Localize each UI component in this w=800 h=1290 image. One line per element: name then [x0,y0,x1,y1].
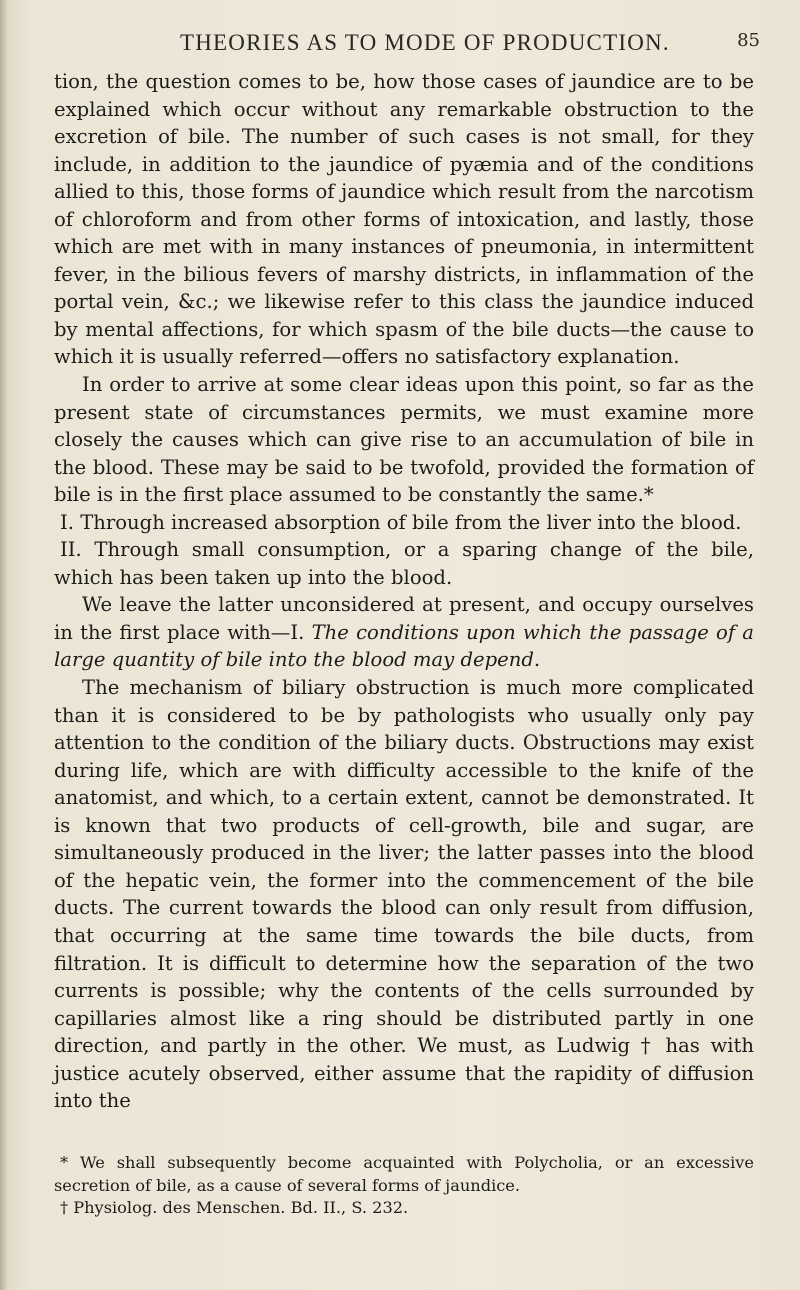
paragraph-3-italic: The conditions upon which the passage of a large quantity of bile into the blood may depend. [54,620,754,672]
list-item-2: II. Through small consumption, or a sparing change of the bile, which has been taken up into the blood. [54,538,754,589]
body-text [54,68,754,1115]
page-number: 85 [737,30,760,51]
footnote-2: † Physiolog. des Menschen. Bd. II., S. 232. [60,1198,409,1217]
running-title: THEORIES AS TO MODE OF PRODUCTION. [180,30,670,55]
footnotes [54,1152,754,1220]
footnote-1: * We shall subsequently become acquainted with Polycholia, or an excessive secretion of bile, as a cause of several forms of jaundice. [54,1153,754,1195]
paragraph-2: In order to arrive at some clear ideas upon this point, so far as the present state of circumstances permits, we must examine more closely the causes which can give rise to an accumulation of bile in the blood. These may be said to be twofold, provided the formation of bile is in the first place assumed to be constantly the same.* [54,373,754,507]
paragraph-3-text: We leave the latter unconsidered at present, and occupy ourselves in the first place with—I. [54,593,754,644]
paragraph-1: tion, the question comes to be, how those cases of jaundice are to be explained which occur without any remarkable obstruction to the excretion of bile. The number of such cases is not small, for they include, in addition to the jaundice of pyæmia and of the conditions allied to this, those forms of jaundice which result from the narcotism of chloroform and from other forms of intoxication, and lastly, those which are met with in many instances of pneumonia, in intermittent fever, in the bilious fevers of marshy districts, in inflammation of the portal vein, &c.; we likewise refer to this class the jaundice induced by mental affections, for which spasm of the bile ducts—the cause to which it is usually referred—offers no satisfactory explanation. [54,70,754,369]
paragraph-4: The mechanism of biliary obstruction is much more complicated than it is considered to be by pathologists who usually only pay attention to the condition of the biliary ducts. Obstructions may exist during life, which are with difficulty accessible to the knife of the anatomist, and which, to a certain extent, cannot be demonstrated. It is known that two products of cell-growth, bile and sugar, are simultaneously produced in the liver; the latter passes into the blood of the hepatic vein, the former into the commencement of the bile ducts. The current towards the blood can only result from diffusion, that occurring at the same time towards the bile ducts, from filtration. It is difficult to determine how the separation of the two currents is possible; why the contents of the cells surrounded by capillaries almost like a ring should be distributed partly in one direction, and partly in the other. We must, as Ludwig † has with justice acutely observed, either assume that the rapidity of diffusion into the [54,676,754,1113]
page-gutter-shadow [0,0,8,1290]
list-item-1: I. Through increased absorption of bile from the liver into the blood. [60,510,742,534]
page-header [30,20,770,60]
paragraph-3 [54,591,754,674]
